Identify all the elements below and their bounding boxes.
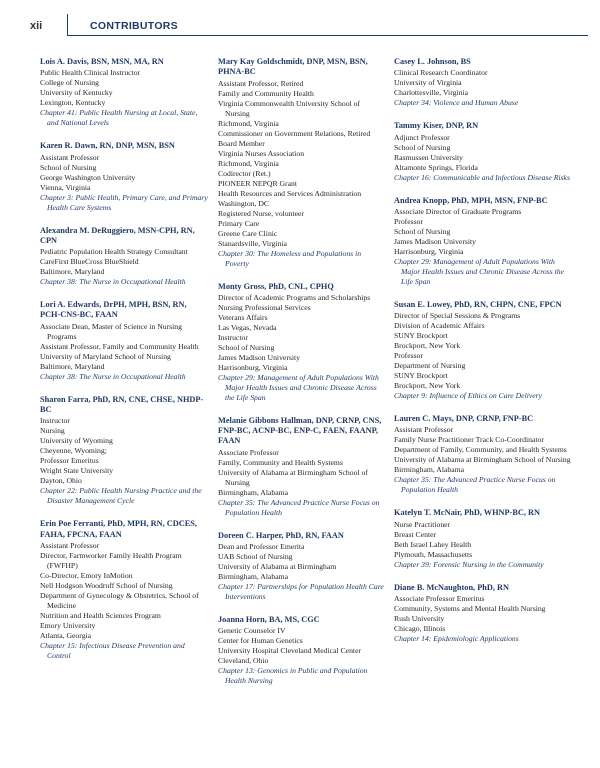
contributor-name: Susan E. Lowey, PhD, RN, CHPN, CNE, FPCN [394,299,562,309]
chapter-reference: Chapter 22: Public Health Nursing Practice and the Disaster Management Cycle [40,486,202,506]
contributor-name: Sharon Farra, PhD, RN, CNE, CHSE, NHDP-BC [40,394,204,415]
header-rule [67,35,588,36]
contributor-name: Casey L. Johnson, BS [394,57,471,66]
chapter-reference: Chapter 17: Partnerships for Population Health Care Interventions [218,582,384,602]
chapter-reference: Chapter 35: The Advanced Practice Nurse Focus on Population Health [218,497,380,517]
affiliation-line: School of Nursing [394,142,451,152]
chapter-reference: Chapter 38: The Nurse in Occupational Health [40,277,186,287]
contributor-entry [218,57,386,269]
affiliation-line: Family and Community Health [218,88,314,98]
affiliation-line: James Madison University [218,352,300,362]
affiliation-line: George Washington University [40,172,136,182]
affiliation-line: Director of Special Sessions & Programs [394,311,521,321]
affiliation-line: Director, Farmworker Family Health Program (FWFHP) [40,550,182,570]
section-title: CONTRIBUTORS [90,20,178,32]
contributor-entry [40,226,208,288]
affiliation-line: Veterans Affairs [218,312,268,322]
chapter-reference: Chapter 13: Genomics in Public and Population Health Nursing [218,666,368,686]
contributor-entry [40,57,208,128]
affiliation-line: Associate Dean, Master of Science in Nursing Programs [40,321,182,341]
contributor-entry [394,57,574,108]
affiliation-line: Richmond, Virginia [218,118,279,128]
affiliation-line: Dayton, Ohio [40,476,82,486]
contributor-entry [218,615,386,686]
affiliation-line: Family Nurse Practitioner Track Co-Coordinator [394,435,544,445]
affiliation-line: Commissioner on Government Relations, Retired [218,128,371,138]
affiliation-line: Birmingham, Alabama [218,572,289,582]
chapter-reference: Chapter 41: Public Health Nursing at Local, State, and National Levels [40,108,198,128]
contributor-name: Erin Poe Ferranti, PhD, MPH, RN, CDCES, FAHA, FPCNA, FAAN [40,519,197,539]
contributor-entry [40,519,208,661]
affiliation-line: Associate Director of Graduate Programs [394,206,522,216]
contributor-name: Diane B. McNaughton, PhD, RN [394,582,510,592]
affiliation-line: Adjunct Professor [394,132,450,142]
contributors-column-3 [394,57,574,657]
affiliation-line: Family, Community and Health Systems [218,457,343,467]
contributor-entry [40,300,208,382]
contributor-name: Alexandra M. DeRuggiero, MSN-CPH, RN, CPN [40,225,195,245]
affiliation-line: Birmingham, Alabama [394,465,465,475]
affiliation-line: Rasmussen University [394,152,463,162]
contributor-name: Doreen C. Harper, PhD, RN, FAAN [218,530,344,540]
affiliation-line: Altamonte Springs, Florida [394,162,478,172]
chapter-reference: Chapter 38: The Nurse in Occupational Health [40,371,186,381]
affiliation-line: Associate Professor [218,447,279,457]
affiliation-line: Brockport, New York [394,341,461,351]
affiliation-line: University of Wyoming [40,436,113,446]
contributor-name: Lois A. Davis, BSN, MSN, MA, RN [40,57,164,66]
affiliation-line: Stanardsville, Virginia [218,238,287,248]
contributor-entry [394,121,574,182]
affiliation-line: Pediatric Population Health Strategy Consultant [40,247,188,257]
affiliation-line: Wright State University [40,466,114,476]
contributor-name: Melanie Gibbons Hallman, DNP, CRNP, CNS, FNP-BC, ACNP-BC, ENP-C, FAEN, FAANP, FAAN [218,415,382,446]
chapter-reference: Chapter 39: Forensic Nursing in the Community [394,559,544,569]
chapter-reference: Chapter 29: Management of Adult Populations With Major Health Issues and Chronic Disease Across the Life Span [394,256,565,286]
affiliation-line: University of Virginia [394,78,462,88]
affiliation-line: Birmingham, Alabama [218,487,289,497]
affiliation-line: Nell Hodgson Woodruff School of Nursing [40,580,173,590]
affiliation-line: Instructor [218,332,248,342]
affiliation-line: Nurse Practitioner [394,519,451,529]
affiliation-line: Genetic Counselor IV [218,626,286,636]
contributor-entry [394,414,574,495]
contributor-entry [218,282,386,403]
affiliation-line: Professor Emeritus [40,456,99,466]
affiliation-line: University of Alabama at Birmingham [218,562,337,572]
chapter-reference: Chapter 35: The Advanced Practice Nurse Focus on Population Health [394,475,556,495]
affiliation-line: Plymouth, Massachusetts [394,549,473,559]
affiliation-line: Las Vegas, Nevada [218,322,277,332]
page-number: xii [30,20,43,32]
affiliation-line: James Madison University [394,236,476,246]
chapter-reference: Chapter 16: Communicable and Infectious Disease Risks [394,172,570,182]
chapter-reference: Chapter 3: Public Health, Primary Care, and Primary Health Care Systems [40,192,208,212]
contributor-entry [394,508,574,569]
affiliation-line: Lexington, Kentucky [40,98,106,108]
affiliation-line: Department of Nursing [394,361,466,371]
affiliation-line: Primary Care [218,218,260,228]
chapter-reference: Chapter 9: Influence of Ethics on Care Delivery [394,391,543,401]
contributor-name: Lori A. Edwards, DrPH, MPH, BSN, RN, PCH-CNS-BC, FAAN [40,300,187,320]
contributor-entry [394,300,574,401]
affiliation-line: Registered Nurse, volunteer [218,208,305,218]
affiliation-line: PIONEER NEPQR Grant [218,178,298,188]
contributor-name: Joanna Horn, BA, MS, CGC [218,615,320,625]
affiliation-line: Board Member [218,138,265,148]
affiliation-line: Greene Care Clinic [218,228,278,238]
contributor-entry [218,416,386,518]
affiliation-line: Department of Gynecology & Obstetrics, School of Medicine [40,590,199,610]
contributor-name: Mary Kay Goldschmidt, DNP, MSN, BSN, PHNA-BC [218,57,368,77]
chapter-reference: Chapter 15: Infectious Disease Prevention and Control [40,640,185,660]
affiliation-line: Charlottesville, Virginia [394,88,468,98]
chapter-reference: Chapter 14: Epidemiologic Applications [394,634,519,644]
affiliation-line: Associate Professor Emeritus [394,594,485,604]
affiliation-line: Breast Center [394,529,437,539]
affiliation-line: Cleveland, Ohio [218,656,269,666]
affiliation-line: Assistant Professor [394,425,454,435]
affiliation-line: Assistant Professor [40,152,100,162]
contributor-name: Monty Gross, PhD, CNL, CPHQ [218,281,334,291]
affiliation-line: Assistant Professor [40,540,100,550]
affiliation-line: Codirector (Ret.) [218,168,271,178]
contributors-column-2 [218,57,386,699]
affiliation-line: Department of Family, Community, and Health Systems [394,445,567,455]
affiliation-line: Richmond, Virginia [218,158,279,168]
affiliation-line: Vienna, Virginia [40,182,91,192]
affiliation-line: Director of Academic Programs and Scholarships [218,292,371,302]
affiliation-line: Baltimore, Maryland [40,361,105,371]
affiliation-line: Beth Israel Lahey Health [394,539,472,549]
affiliation-line: Clinical Research Coordinator [394,68,488,78]
affiliation-line: Virginia Commonwealth University School of Nursing [218,98,361,118]
affiliation-line: Emory University [40,620,96,630]
affiliation-line: Public Health Clinical Instructor [40,68,141,78]
affiliation-line: CareFirst BlueCross BlueShield [40,257,139,267]
affiliation-line: Harrisonburg, Virginia [394,246,464,256]
affiliation-line: SUNY Brockport [394,331,448,341]
affiliation-line: University of Kentucky [40,88,113,98]
contributors-column-1 [40,57,208,674]
affiliation-line: School of Nursing [394,226,451,236]
contributor-name: Karen R. Dawn, RN, DNP, MSN, BSN [40,141,175,151]
affiliation-line: UAB School of Nursing [218,552,293,562]
contributor-name: Lauren C. Mays, DNP, CRNP, FNP-BC [394,414,534,424]
affiliation-line: Professor [394,351,424,361]
affiliation-line: Community, Systems and Mental Health Nursing [394,604,546,614]
affiliation-line: Nutrition and Health Sciences Program [40,610,161,620]
affiliation-line: SUNY Brockport [394,371,448,381]
affiliation-line: College of Nursing [40,78,99,88]
affiliation-line: University of Alabama at Birmingham School of Nursing [218,467,368,487]
affiliation-line: Division of Academic Affairs [394,321,485,331]
affiliation-line: Nursing [40,426,65,436]
affiliation-line: Washington, DC [218,198,270,208]
affiliation-line: Baltimore, Maryland [40,267,105,277]
affiliation-line: Virginia Nurses Association [218,148,305,158]
affiliation-line: School of Nursing [40,162,97,172]
page-header [0,0,600,44]
affiliation-line: Co-Director, Emory InMotion [40,570,133,580]
affiliation-line: Assistant Professor, Retired [218,78,304,88]
contributor-entry [40,141,208,212]
contributor-entry [394,583,574,644]
affiliation-line: School of Nursing [218,342,275,352]
affiliation-line: Dean and Professor Emerita [218,542,305,552]
affiliation-line: Cheyenne, Wyoming; [40,446,107,456]
contributor-name: Tammy Kiser, DNP, RN [394,121,479,131]
affiliation-line: Chicago, Illinois [394,624,446,634]
chapter-reference: Chapter 30: The Homeless and Populations in Poverty [218,248,362,268]
chapter-reference: Chapter 34: Violence and Human Abuse [394,98,519,108]
affiliation-line: Harrisonburg, Virginia [218,362,288,372]
affiliation-line: University Hospital Cleveland Medical Center [218,646,362,656]
affiliation-line: Instructor [40,416,70,426]
contributor-entry [40,395,208,507]
affiliation-line: University of Maryland School of Nursing [40,351,171,361]
contributor-entry [394,196,574,287]
contributor-name: Andrea Knopp, PhD, MPH, MSN, FNP-BC [394,195,548,205]
affiliation-line: Center for Human Genetics [218,636,303,646]
affiliation-line: Professor [394,216,424,226]
contributor-entry [218,531,386,602]
affiliation-line: Rush University [394,614,445,624]
affiliation-line: Atlanta, Georgia [40,630,92,640]
header-divider [67,14,68,36]
chapter-reference: Chapter 29: Management of Adult Populations With Major Health Issues and Chronic Disease Across the Life Span [218,372,379,402]
affiliation-line: Assistant Professor, Family and Community Health [40,341,199,351]
contributor-name: Katelyn T. McNair, PhD, WHNP-BC, RN [394,508,541,518]
affiliation-line: Health Resources and Services Administration [218,188,362,198]
affiliation-line: University of Alabama at Birmingham School of Nursing [394,455,571,465]
affiliation-line: Brockport, New York [394,381,461,391]
affiliation-line: Nursing Professional Services [218,302,311,312]
